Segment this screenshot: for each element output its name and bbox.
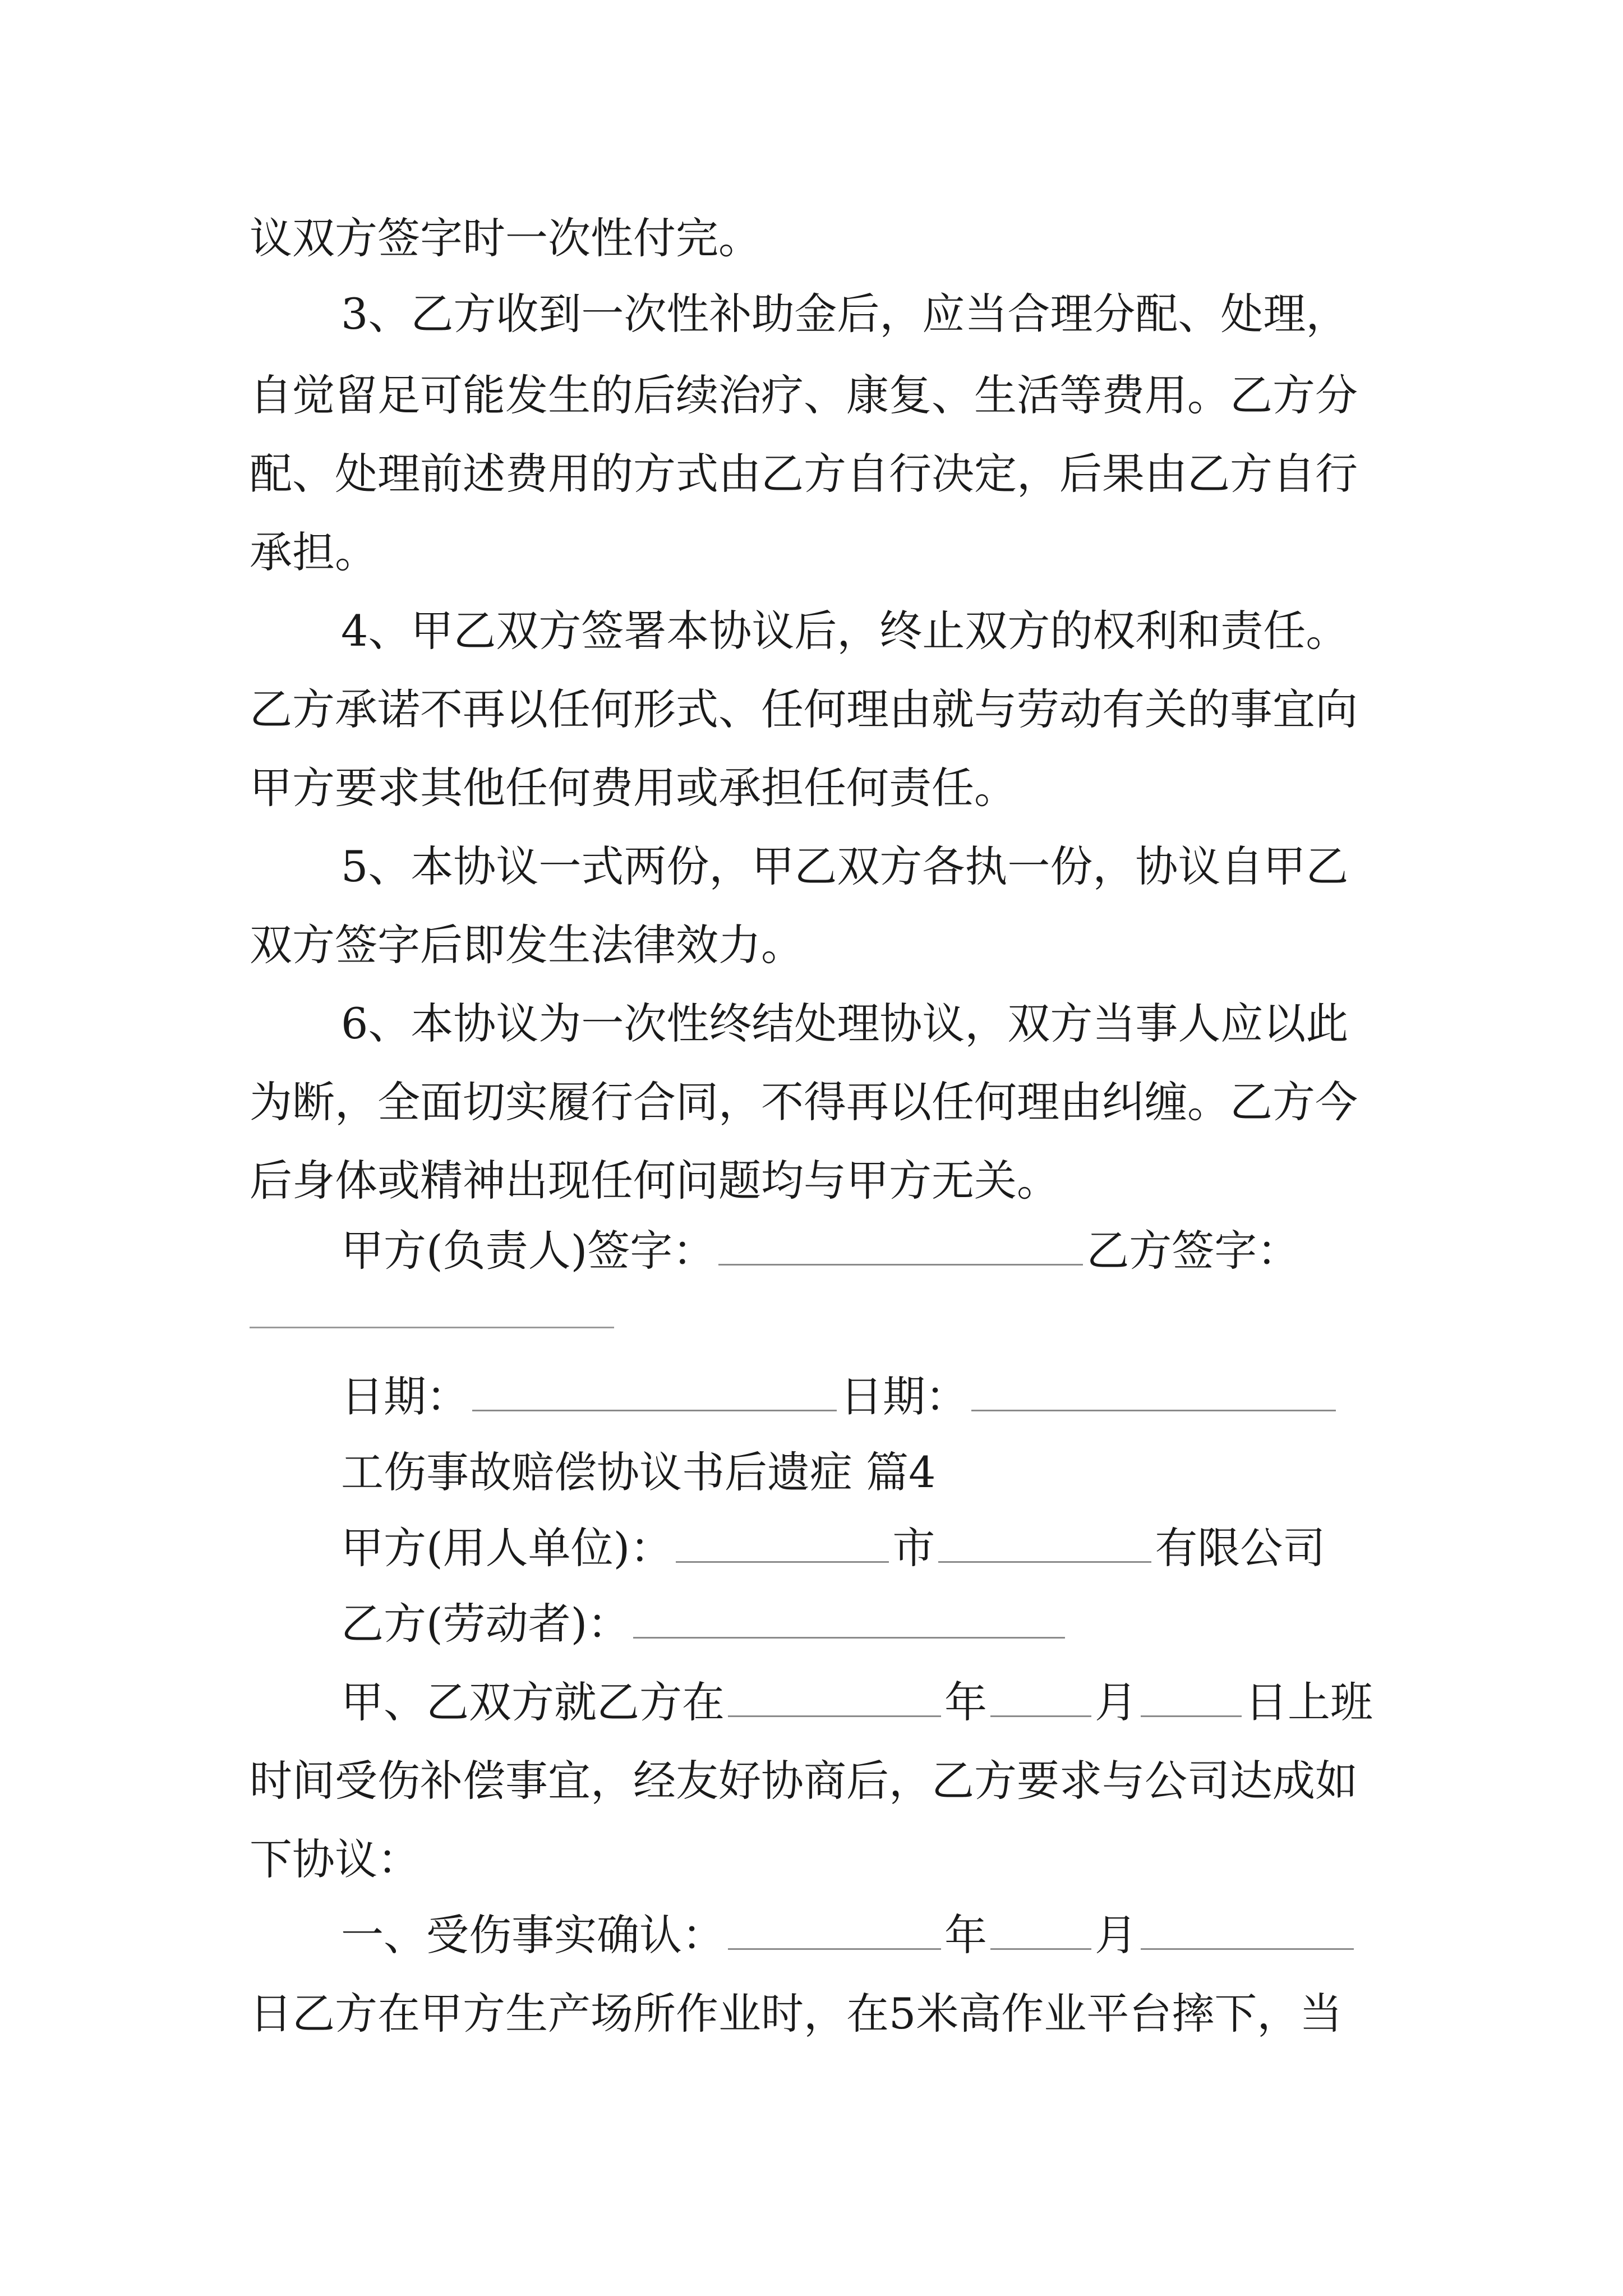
day-label: 日上班 (1245, 1677, 1373, 1727)
date-label-b: 日期： (840, 1372, 968, 1421)
party-a-signature-blank[interactable] (718, 1221, 1083, 1266)
paragraph-line: 为断，全面切实履行合同，不得再以任何理由纠缠。乙方今 (250, 1077, 1358, 1127)
party-b-line (341, 1590, 1068, 1658)
month-label: 月 (1095, 1677, 1137, 1727)
party-a-signature-label: 甲方(负责人)签字： (341, 1226, 716, 1276)
fact-line (341, 1902, 1357, 1969)
injury-year-blank[interactable] (728, 1673, 941, 1717)
date-blank-b[interactable] (971, 1367, 1336, 1411)
section-title: 工伤事故赔偿协议书后遗症 篇4 (341, 1447, 936, 1497)
year-label: 年 (944, 1910, 987, 1960)
paragraph-line: 自觉留足可能发生的后续治疗、康复、生活等费用。乙方分 (250, 370, 1358, 420)
signature-line (341, 1217, 1299, 1285)
party-a-city-blank[interactable] (676, 1519, 889, 1563)
date-line (341, 1363, 1339, 1430)
year-label: 年 (944, 1677, 987, 1727)
party-b-signature-label: 乙方签字： (1086, 1226, 1300, 1276)
paragraph-line: 后身体或精神出现任何问题均与甲方无关。 (250, 1156, 1059, 1205)
party-a-line (341, 1515, 1325, 1582)
fact-year-blank[interactable] (728, 1906, 941, 1950)
party-b-signature-blank[interactable] (250, 1327, 614, 1328)
month-label: 月 (1095, 1910, 1137, 1960)
intro-line (341, 1669, 1373, 1736)
party-a-label: 甲方(用人单位)： (341, 1523, 673, 1573)
clause-5-line: 5、本协议一式两份，甲乙双方各执一份，协议自甲乙 (341, 841, 1349, 891)
fact-day-blank[interactable] (1141, 1906, 1354, 1950)
injury-month-blank[interactable] (990, 1673, 1091, 1717)
paragraph-line: 乙方承诺不再以任何形式、任何理由就与劳动有关的事宜向 (250, 684, 1358, 734)
paragraph-line: 下协议： (250, 1834, 420, 1884)
date-blank-a[interactable] (472, 1367, 837, 1411)
paragraph-line: 时间受伤补偿事宜，经友好协商后，乙方要求与公司达成如 (250, 1756, 1358, 1806)
paragraph-line: 承担。 (250, 527, 377, 577)
date-label-a: 日期： (341, 1372, 469, 1421)
paragraph-line: 甲方要求其他任何费用或承担任何责任。 (250, 763, 1017, 813)
paragraph-line: 日乙方在甲方生产场所作业时，在5米高作业平台摔下，当 (250, 1989, 1343, 2039)
intro-text: 甲、乙双方就乙方在 (341, 1677, 725, 1727)
party-a-company-suffix: 有限公司 (1155, 1523, 1326, 1573)
injury-day-blank[interactable] (1141, 1673, 1242, 1717)
paragraph-line: 议双方签字时一次性付完。 (250, 213, 761, 263)
paragraph-line: 双方签字后即发生法律效力。 (250, 920, 804, 970)
clause-4-line: 4、甲乙双方签署本协议后，终止双方的权利和责任。 (341, 606, 1349, 656)
clause-6-line: 6、本协议为一次性终结处理协议，双方当事人应以此 (341, 999, 1349, 1048)
party-b-label: 乙方(劳动者)： (341, 1599, 630, 1649)
party-a-company-blank[interactable] (938, 1519, 1151, 1563)
fact-label: 一、受伤事实确认： (341, 1910, 725, 1960)
fact-month-blank[interactable] (990, 1906, 1091, 1950)
paragraph-line: 配、处理前述费用的方式由乙方自行决定，后果由乙方自行 (250, 449, 1358, 499)
clause-3-line: 3、乙方收到一次性补助金后，应当合理分配、处理， (341, 289, 1349, 339)
party-a-city-label: 市 (892, 1523, 935, 1573)
party-b-name-blank[interactable] (633, 1594, 1065, 1639)
